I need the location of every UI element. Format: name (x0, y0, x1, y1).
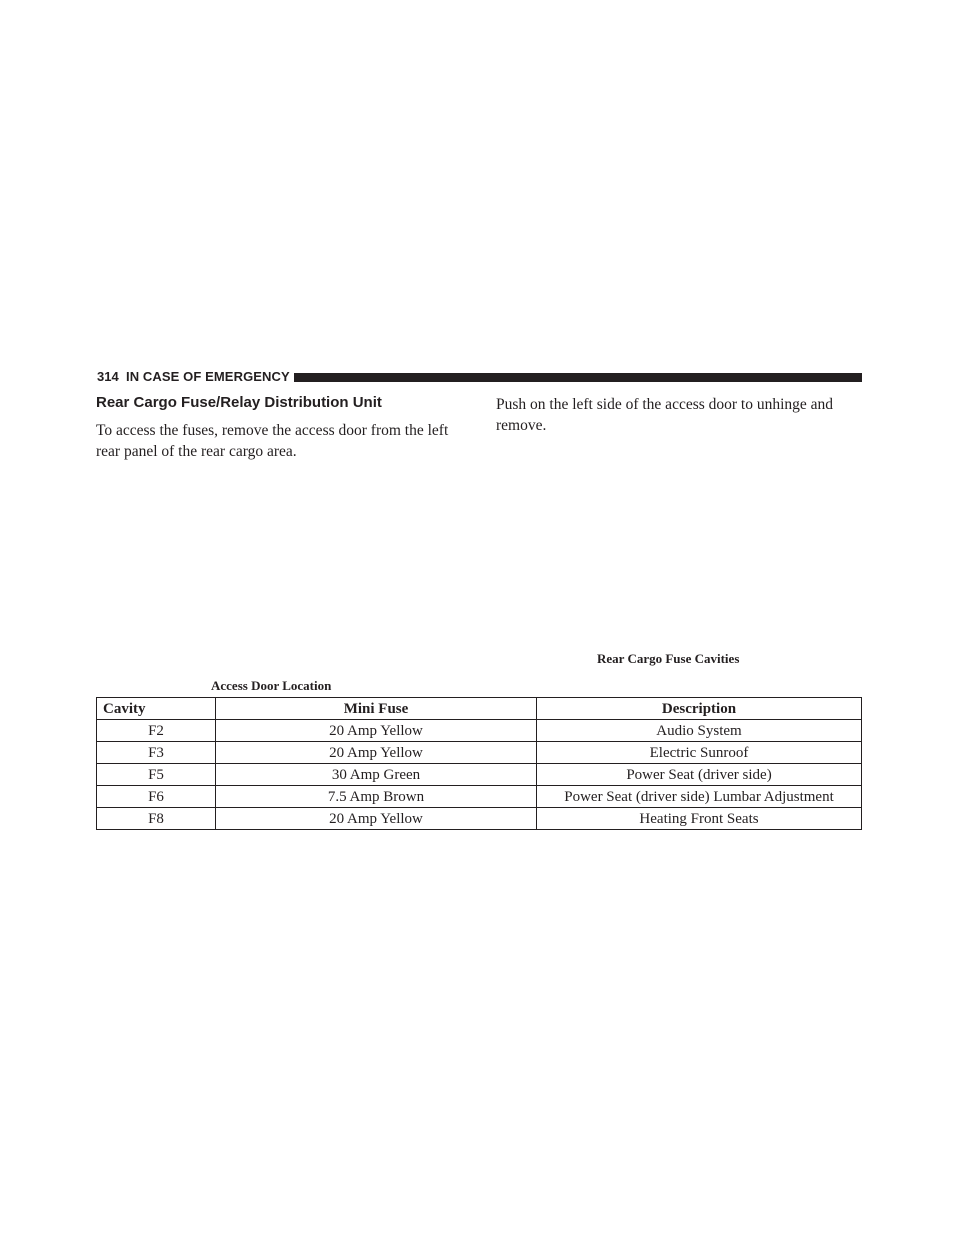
cell-description: Power Seat (driver side) Lumbar Adjustment (537, 786, 862, 808)
cell-cavity: F6 (97, 786, 216, 808)
cell-mini-fuse: 7.5 Amp Brown (216, 786, 537, 808)
table-row (97, 720, 862, 742)
fuse-cavities-figure (496, 436, 862, 646)
left-paragraph: To access the fuses, remove the access door from the left rear panel of the rear cargo area. (96, 422, 449, 460)
cell-mini-fuse: 20 Amp Yellow (216, 808, 537, 830)
page-header (96, 369, 862, 385)
cell-cavity: F5 (97, 764, 216, 786)
header-mini-fuse: Mini Fuse (216, 698, 537, 720)
header-rule (294, 373, 862, 382)
header-cavity: Cavity (97, 698, 216, 720)
cell-mini-fuse: 20 Amp Yellow (216, 720, 537, 742)
cell-cavity: F2 (97, 720, 216, 742)
section-title: IN CASE OF EMERGENCY (126, 369, 290, 384)
access-door-caption: Access Door Location (211, 678, 332, 693)
table-row (97, 808, 862, 830)
table-row (97, 764, 862, 786)
cell-description: Electric Sunroof (537, 742, 862, 764)
cell-cavity: F8 (97, 808, 216, 830)
cell-mini-fuse: 30 Amp Green (216, 764, 537, 786)
access-door-figure (96, 462, 468, 672)
fuse-cavities-caption: Rear Cargo Fuse Cavities (597, 651, 740, 666)
table-header-row (97, 698, 862, 720)
table-row (97, 786, 862, 808)
page-number: 314 (97, 369, 119, 384)
fuse-table (96, 697, 862, 830)
cell-cavity: F3 (97, 742, 216, 764)
cell-mini-fuse: 20 Amp Yellow (216, 742, 537, 764)
cell-description: Audio System (537, 720, 862, 742)
section-heading: Rear Cargo Fuse/Relay Distribution Unit (96, 394, 382, 411)
table-row (97, 742, 862, 764)
cell-description: Heating Front Seats (537, 808, 862, 830)
right-paragraph: Push on the left side of the access door to unhinge and remove. (496, 396, 834, 434)
header-description: Description (537, 698, 862, 720)
cell-description: Power Seat (driver side) (537, 764, 862, 786)
